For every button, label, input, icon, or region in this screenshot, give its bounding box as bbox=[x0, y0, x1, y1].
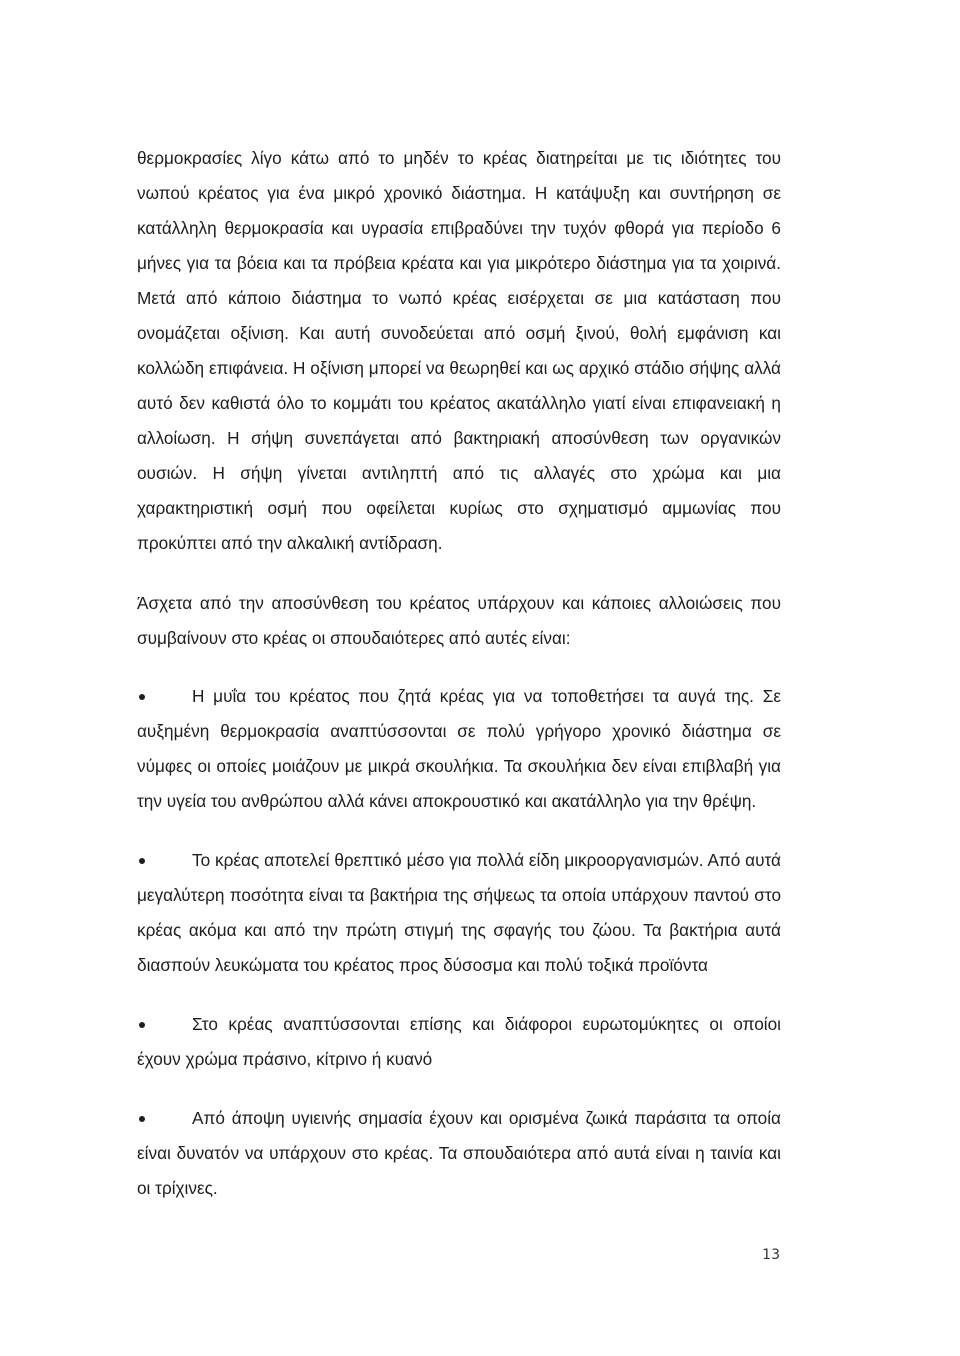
list-item-text: Από άποψη υγιεινής σημασία έχουν και ορισμένα ζωικά παράσιτα τα οποία είναι δυνατόν να υπάρχουν στο κρέας. Τα σπουδαιότερα από αυτά είναι η ταινία και οι τρίχινες. bbox=[137, 1108, 781, 1198]
list-item-text: Η μυΐα του κρέατος που ζητά κρέας για να τοποθετήσει τα αυγά της. Σε αυξημένη θερμοκρασία αναπτύσσονται σε πολύ γρήγορο χρονικό διάστημα σε νύμφες οι οποίες μοιάζουν με μικρά σκουλήκια. Τα σκουλήκια δεν είναι επιβλαβή για την υγεία του ανθρώπου αλλά κάνει αποκρουστικό και ακατάλληλο για την θρέψη. bbox=[137, 686, 781, 811]
paragraph-spoilage: θερμοκρασίες λίγο κάτω από το μηδέν το κρέας διατηρείται με τις ιδιότητες του νωπού κρέατος για ένα μικρό χρονικό διάστημα. Η κατάψυξη και συντήρηση σε κατάλληλη θερμοκρασία και υγρασία επιβραδύνει την τυχόν φθορά για περίοδο 6 μήνες για τα βόεια και τα πρόβεια κρέατα και για μικρότερο διάστημα για τα χοιρινά. Μετά από κάποιο διάστημα το νωπό κρέας εισέρχεται σε μια κατάσταση που ονομάζεται οξίνιση. Και αυτή συνοδεύεται από οσμή ξινού, θολή εμφάνιση και κολλώδη επιφάνεια. Η οξίνιση μπορεί να θεωρηθεί και ως αρχικό στάδιο σήψης αλλά αυτό δεν καθιστά όλο το κομμάτι του κρέατος ακατάλληλο γιατί είναι επιφανειακή η αλλοίωση. Η σήψη συνεπάγεται από βακτηριακή αποσύνθεση των οργανικών ουσιών. Η σήψη γίνεται αντιληπτή από τις αλλαγές στο χρώμα και μια χαρακτηριστική οσμή που οφείλεται κυρίως στο σχηματισμό αμμωνίας που προκύπτει από την αλκαλική αντίδραση. bbox=[137, 148, 781, 553]
bullet-icon bbox=[139, 858, 145, 864]
list-item bbox=[137, 1007, 781, 1077]
alterations-list bbox=[137, 679, 781, 1206]
list-item-text: Στο κρέας αναπτύσσονται επίσης και διάφοροι ευρωτομύκητες οι οποίοι έχουν χρώμα πράσινο, κίτρινο ή κυανό bbox=[137, 1014, 781, 1069]
bullet-icon bbox=[139, 694, 145, 700]
paragraph-alterations-intro: Άσχετα από την αποσύνθεση του κρέατος υπάρχουν και κάποιες αλλοιώσεις που συμβαίνουν στο κρέας οι σπουδαιότερες από αυτές είναι: bbox=[137, 593, 781, 648]
bullet-icon bbox=[139, 1022, 145, 1028]
list-item bbox=[137, 1101, 781, 1206]
page-body bbox=[137, 141, 781, 1230]
list-item bbox=[137, 679, 781, 819]
list-item-text: Το κρέας αποτελεί θρεπτικό μέσο για πολλά είδη μικροοργανισμών. Από αυτά μεγαλύτερη ποσότητα είναι τα βακτήρια της σήψεως τα οποία υπάρχουν παντού στο κρέας ακόμα και από την πρώτη στιγμή της σφαγής του ζώου. Τα βακτήρια αυτά διασπούν λευκώματα του κρέατος προς δύσοσμα και πολύ τοξικά προϊόντα bbox=[137, 850, 781, 975]
bullet-icon bbox=[139, 1116, 145, 1122]
page-number: 13 bbox=[762, 1247, 780, 1263]
list-item bbox=[137, 843, 781, 983]
